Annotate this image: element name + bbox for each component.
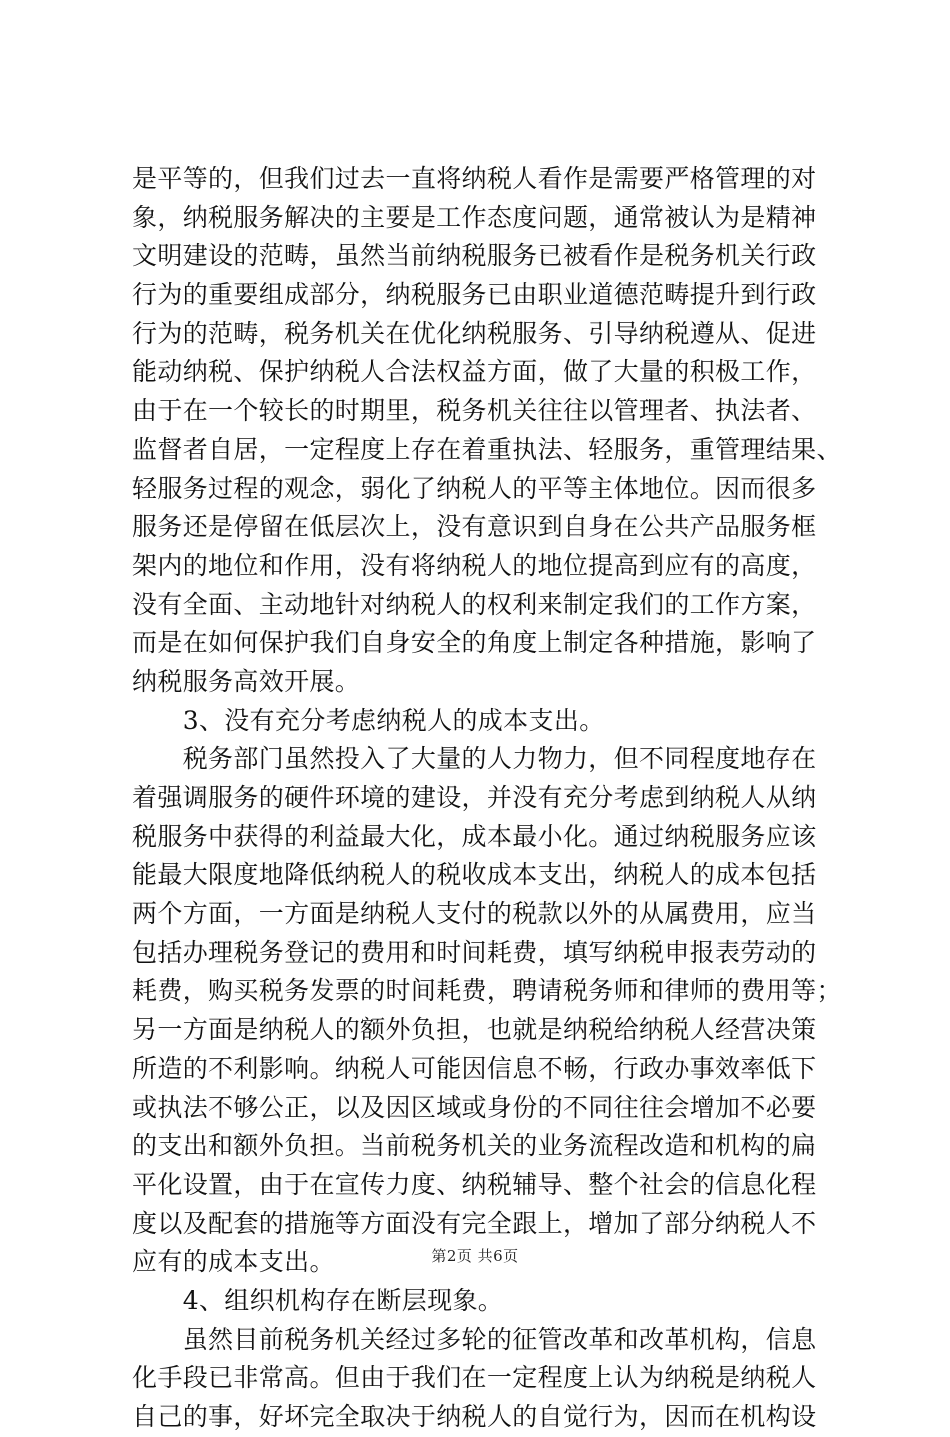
text-line: 行为的重要组成部分，纳税服务已由职业道德范畴提升到行政 bbox=[132, 280, 817, 310]
text-line: 架内的地位和作用，没有将纳税人的地位提高到应有的高度， bbox=[132, 550, 817, 580]
text-line: 没有全面、主动地针对纳税人的权利来制定我们的工作方案， bbox=[132, 589, 817, 619]
text-line: 应有的成本支出。 bbox=[132, 1247, 335, 1277]
text-line: 由于在一个较长的时期里，税务机关往往以管理者、执法者、 bbox=[132, 396, 817, 426]
text-line: 能动纳税、保护纳税人合法权益方面，做了大量的积极工作， bbox=[132, 357, 817, 387]
text-line: 平化设置，由于在宣传力度、纳税辅导、整个社会的信息化程 bbox=[132, 1169, 817, 1199]
text-line: 是平等的，但我们过去一直将纳税人看作是需要严格管理的对 bbox=[132, 164, 817, 193]
text-line: 能最大限度地降低纳税人的税收成本支出，纳税人的成本包括 bbox=[132, 860, 817, 890]
text-line: 度以及配套的措施等方面没有完全跟上，增加了部分纳税人不 bbox=[132, 1208, 817, 1238]
text-line: 轻服务过程的观念，弱化了纳税人的平等主体地位。因而很多 bbox=[132, 473, 817, 503]
page-number-footer: 第2页 共6页 bbox=[431, 1247, 519, 1265]
text-line: 着强调服务的硬件环境的建设，并没有充分考虑到纳税人从纳 bbox=[132, 783, 817, 812]
text-line: 或执法不够公正，以及因区域或身份的不同往往会增加不必要 bbox=[132, 1092, 817, 1122]
text-line: 另一方面是纳税人的额外负担，也就是纳税给纳税人经营决策 bbox=[132, 1015, 817, 1045]
text-line: 监督者自居，一定程度上存在着重执法、轻服务，重管理结果、 bbox=[132, 434, 842, 464]
text-line: 所造的不利影响。纳税人可能因信息不畅，行政办事效率低下 bbox=[132, 1053, 817, 1083]
text-line: 包括办理税务登记的费用和时间耗费，填写纳税申报表劳动的 bbox=[132, 937, 817, 967]
section-heading: 3、没有充分考虑纳税人的成本支出。 bbox=[132, 705, 605, 735]
text-line: 纳税服务高效开展。 bbox=[132, 666, 361, 696]
text-line: 化手段已非常高。但由于我们在一定程度上认为纳税是纳税人 bbox=[132, 1363, 817, 1393]
text-line: 行为的范畴，税务机关在优化纳税服务、引导纳税遵从、促进 bbox=[132, 318, 817, 348]
text-line: 两个方面，一方面是纳税人支付的税款以外的从属费用，应当 bbox=[132, 899, 817, 929]
text-line: 税服务中获得的利益最大化，成本最小化。通过纳税服务应该 bbox=[132, 821, 817, 851]
text-line: 自己的事，好坏完全取决于纳税人的自觉行为，因而在机构设 bbox=[132, 1402, 817, 1431]
text-line: 税务部门虽然投入了大量的人力物力，但不同程度地存在 bbox=[132, 744, 817, 774]
text-line: 虽然目前税务机关经过多轮的征管改革和改革机构，信息 bbox=[132, 1324, 817, 1354]
text-line: 而是在如何保护我们自身安全的角度上制定各种措施，影响了 bbox=[132, 628, 817, 658]
text-line: 文明建设的范畴，虽然当前纳税服务已被看作是税务机关行政 bbox=[132, 241, 817, 271]
text-line: 耗费，购买税务发票的时间耗费，聘请税务师和律师的费用等； bbox=[132, 976, 842, 1006]
section-heading: 4、组织机构存在断层现象。 bbox=[132, 1285, 504, 1315]
text-line: 服务还是停留在低层次上，没有意识到自身在公共产品服务框 bbox=[132, 512, 817, 542]
text-line: 象，纳税服务解决的主要是工作态度问题，通常被认为是精神 bbox=[132, 202, 817, 232]
text-line: 的支出和额外负担。当前税务机关的业务流程改造和机构的扁 bbox=[132, 1131, 817, 1161]
